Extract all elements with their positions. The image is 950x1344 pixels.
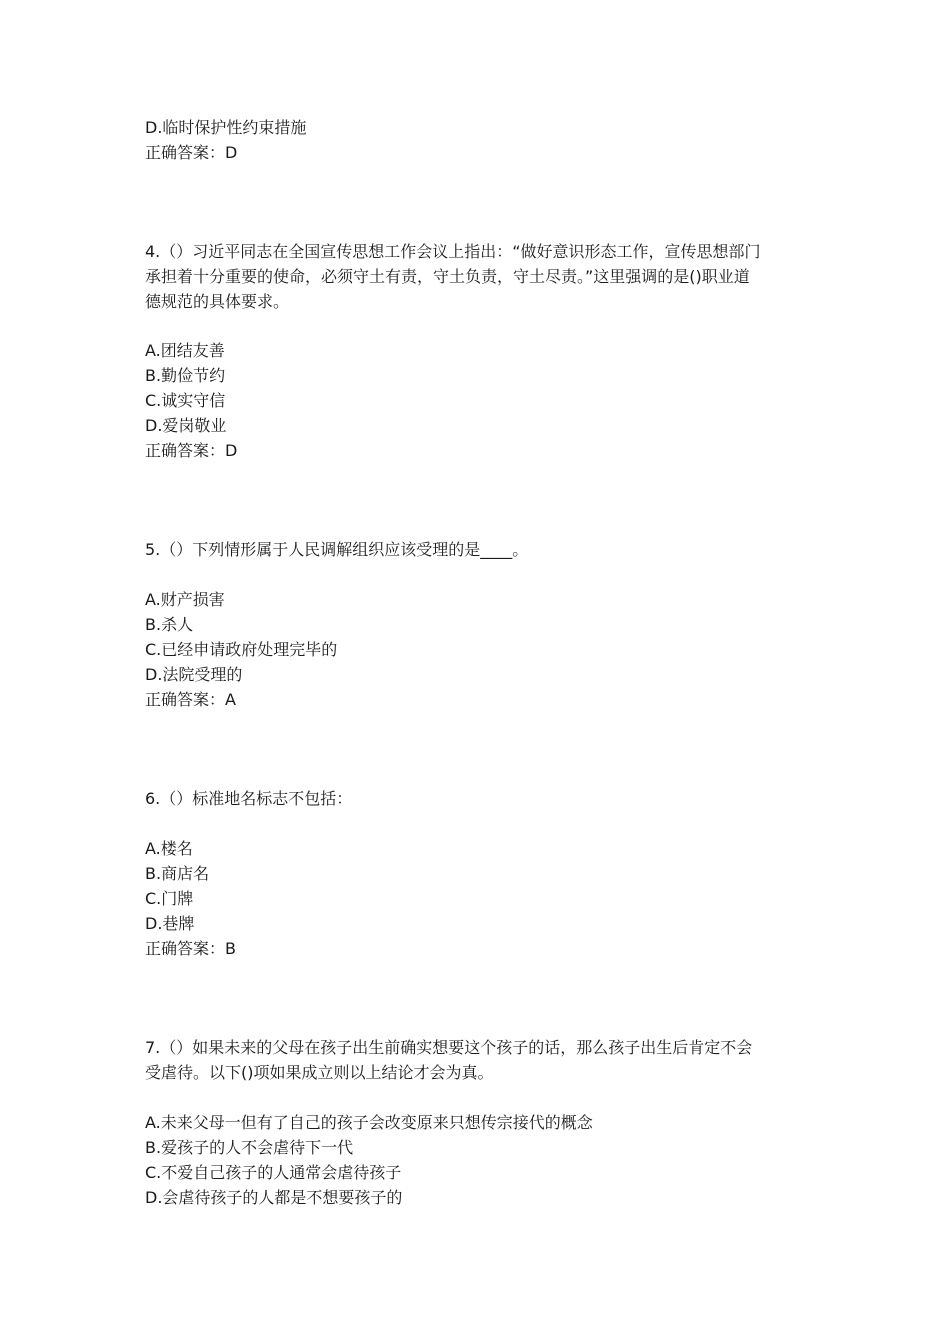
q3-answer: 正确答案：D	[145, 143, 238, 162]
q5-answer: 正确答案：A	[145, 690, 236, 709]
q5-option-a: A.财产损害	[145, 590, 225, 609]
q6-option-b: B.商店名	[145, 864, 210, 883]
q6-option-d: D.巷牌	[145, 914, 195, 933]
q7-stem-line-2: 受虐待。以下()项如果成立则以上结论才会为真。	[145, 1063, 494, 1082]
q6-answer: 正确答案：B	[145, 939, 236, 958]
q5-option-b: B.杀人	[145, 615, 194, 634]
q4-stem-line-2: 承担着十分重要的使命，必须守土有责，守土负责，守土尽责。”这里强调的是()职业道	[145, 267, 750, 286]
q7-option-b: B.爱孩子的人不会虐待下一代	[145, 1138, 354, 1157]
q3-option-d: D.临时保护性约束措施	[145, 118, 307, 137]
q6-option-c: C.门牌	[145, 889, 194, 908]
q4-stem-line-1: 4.（）习近平同志在全国宣传思想工作会议上指出：“做好意识形态工作，宣传思想部门	[145, 242, 761, 261]
q5-option-c: C.已经申请政府处理完毕的	[145, 640, 338, 659]
q4-option-c: C.诚实守信	[145, 391, 226, 410]
q4-option-b: B.勤俭节约	[145, 366, 226, 385]
q6-stem-line-1: 6.（）标准地名标志不包括：	[145, 789, 353, 808]
q4-option-d: D.爱岗敬业	[145, 416, 227, 435]
q7-option-d: D.会虐待孩子的人都是不想要孩子的	[145, 1188, 403, 1207]
q4-answer: 正确答案：D	[145, 441, 238, 460]
q5-option-d: D.法院受理的	[145, 665, 243, 684]
q7-option-c: C.不爱自己孩子的人通常会虐待孩子	[145, 1163, 402, 1182]
q7-stem-line-1: 7.（）如果未来的父母在孩子出生前确实想要这个孩子的话，那么孩子出生后肯定不会	[145, 1038, 753, 1057]
q4-stem-line-3: 德规范的具体要求。	[145, 292, 290, 311]
q5-stem-line-1: 5.（）下列情形属于人民调解组织应该受理的是____。	[145, 540, 529, 559]
q4-option-a: A.团结友善	[145, 341, 225, 360]
q7-option-a: A.未来父母一但有了自己的孩子会改变原来只想传宗接代的概念	[145, 1113, 593, 1132]
q6-option-a: A.楼名	[145, 839, 193, 858]
